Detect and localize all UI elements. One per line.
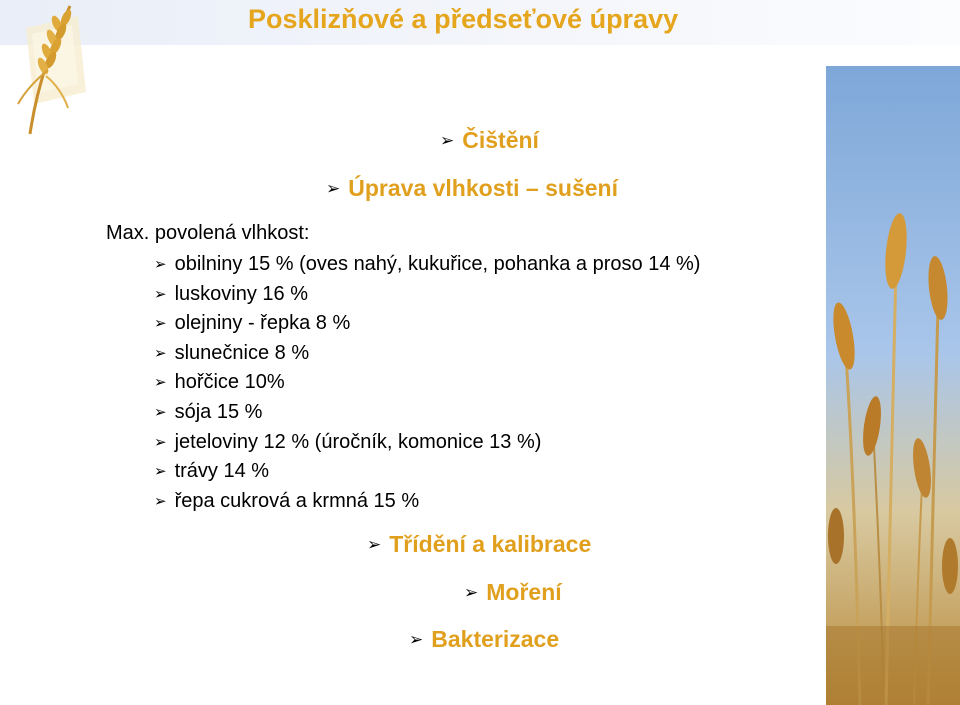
arrow-bullet-icon: ➢ <box>154 403 167 421</box>
heading-moreni <box>464 579 562 606</box>
heading-uprava-vlhkosti <box>326 175 618 202</box>
arrow-bullet-icon: ➢ <box>154 433 167 451</box>
arrow-bullet-icon: ➢ <box>326 179 341 198</box>
page-title: Posklizňové a předseťové úpravy <box>248 4 679 34</box>
list-item: ➢ sója 15 % <box>154 400 263 423</box>
moisture-label: Max. povolená vlhkost: <box>106 222 310 244</box>
arrow-bullet-icon: ➢ <box>154 315 167 333</box>
list-item: ➢ řepa cukrová a krmná 15 % <box>154 489 420 512</box>
arrow-bullet-icon: ➢ <box>367 535 382 554</box>
heading-text: Bakterizace <box>431 626 560 652</box>
list-item: ➢ slunečnice 8 % <box>154 341 310 364</box>
wheat-field-photo <box>826 66 960 705</box>
list-item: ➢ jeteloviny 12 % (úročník, komonice 13 %) <box>154 430 542 453</box>
arrow-bullet-icon: ➢ <box>154 285 167 303</box>
moisture-list <box>154 250 700 516</box>
arrow-bullet-icon: ➢ <box>464 583 479 602</box>
heading-text: Třídění a kalibrace <box>389 531 592 557</box>
arrow-bullet-icon: ➢ <box>154 463 167 481</box>
heading-text: Úprava vlhkosti – sušení <box>348 175 618 201</box>
heading-cisteni <box>440 127 539 154</box>
heading-text: Čištění <box>462 127 539 153</box>
arrow-bullet-icon: ➢ <box>440 131 455 150</box>
heading-bakterizace <box>409 626 559 653</box>
list-item: ➢ olejniny - řepka 8 % <box>154 312 351 335</box>
heading-text: Moření <box>486 579 562 605</box>
arrow-bullet-icon: ➢ <box>154 256 167 273</box>
wheat-ear-logo-icon <box>8 0 94 136</box>
heading-trideni <box>367 531 591 558</box>
list-item: ➢ luskoviny 16 % <box>154 282 308 305</box>
arrow-bullet-icon: ➢ <box>409 630 424 649</box>
arrow-bullet-icon: ➢ <box>154 492 167 510</box>
list-item: ➢ obilniny 15 % (oves nahý, kukuřice, pohanka a proso 14 %) <box>154 253 701 275</box>
arrow-bullet-icon: ➢ <box>154 344 167 362</box>
list-item: ➢ hořčice 10% <box>154 371 285 394</box>
list-item: ➢ trávy 14 % <box>154 460 270 483</box>
arrow-bullet-icon: ➢ <box>154 374 167 392</box>
